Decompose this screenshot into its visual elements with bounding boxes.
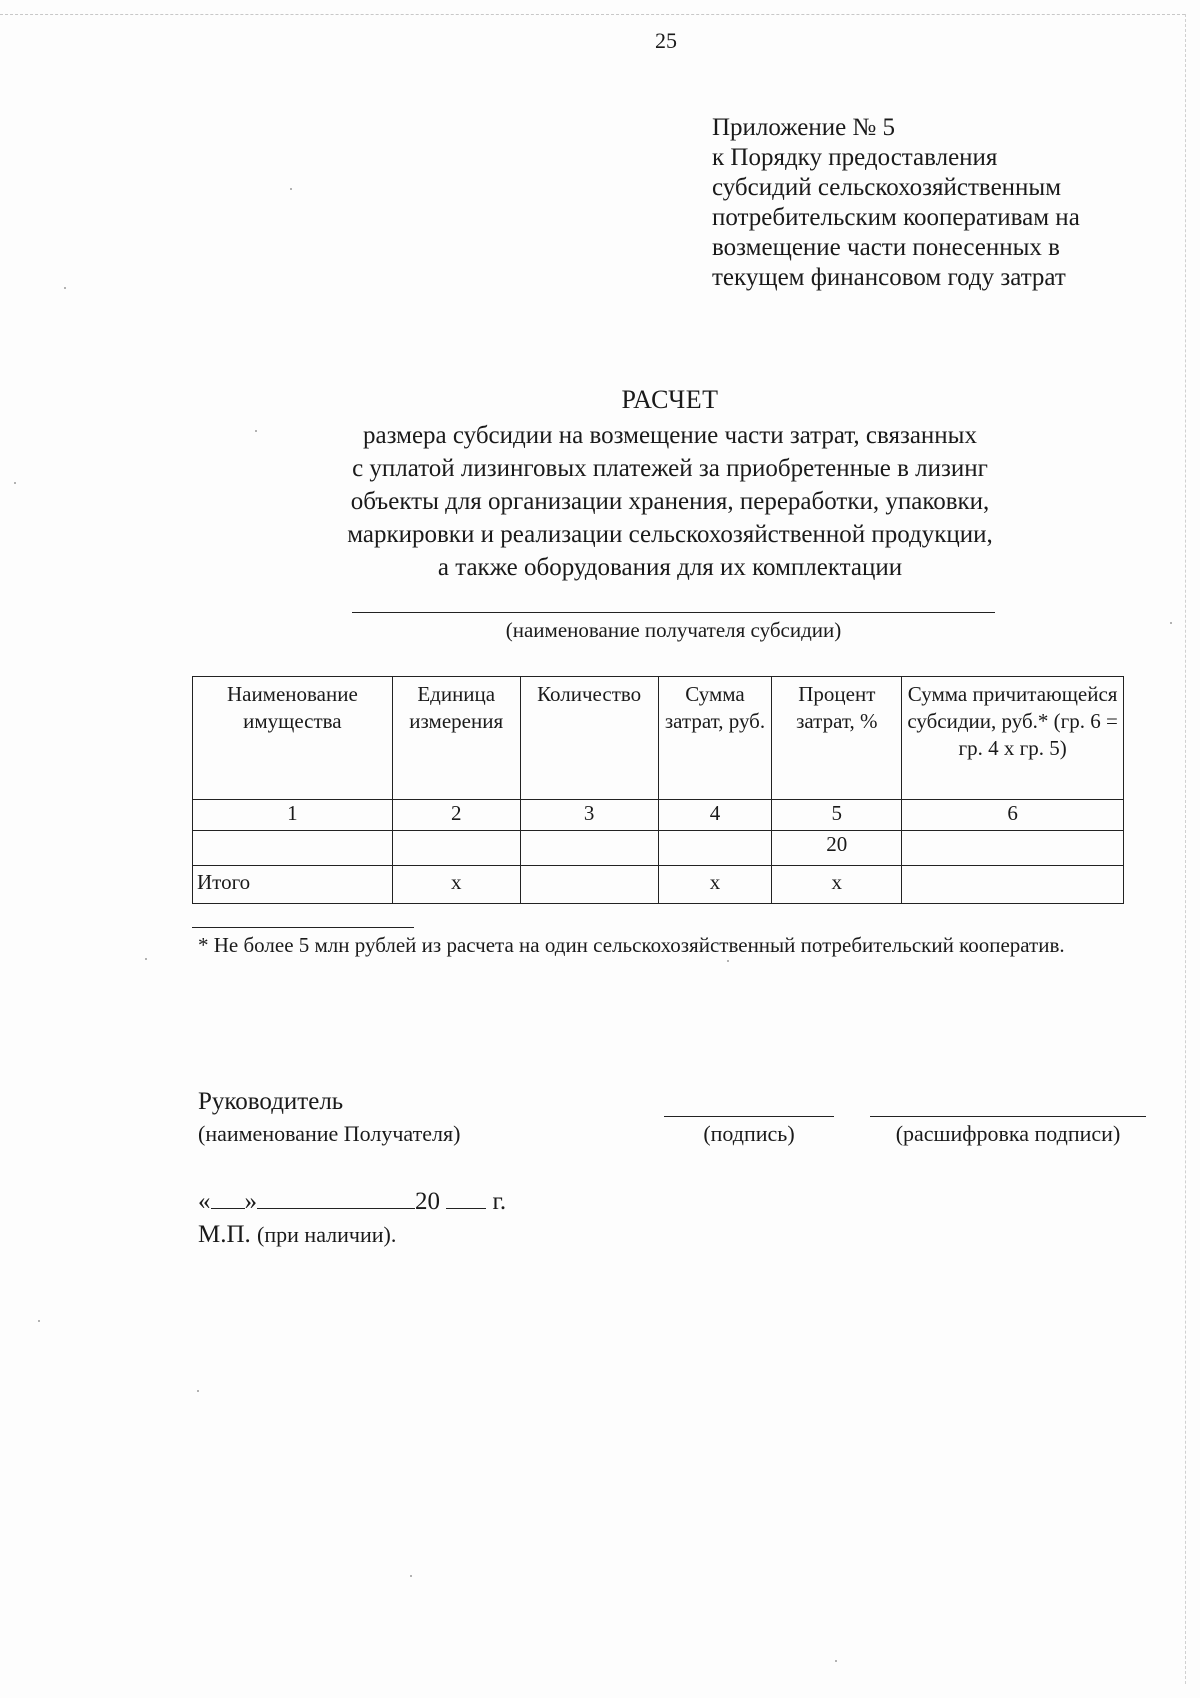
cost-cell[interactable] xyxy=(658,831,772,866)
date-month-field[interactable] xyxy=(257,1186,415,1209)
recipient-caption: (наименование получателя субсидии) xyxy=(505,618,842,642)
total-row xyxy=(193,866,1124,904)
column-number: 3 xyxy=(520,800,658,831)
signature-field[interactable] xyxy=(664,1116,834,1117)
appendix-line: текущем финансовом году затрат xyxy=(712,264,1066,291)
scan-speck xyxy=(255,430,257,432)
subtitle-line: размера субсидии на возмещение части затрат, связанных xyxy=(363,422,977,449)
total-cost-cell: x xyxy=(658,866,772,904)
scan-speck xyxy=(835,1660,837,1662)
column-header: Сумма затрат, руб. xyxy=(658,677,772,800)
scan-speck xyxy=(410,1575,412,1577)
total-label: Итого xyxy=(193,866,393,904)
scan-speck xyxy=(38,1320,40,1322)
appendix-line: потребительским кооперативам на xyxy=(712,204,1080,231)
subtitle-line: с уплатой лизинговых платежей за приобретенные в лизинг xyxy=(352,455,988,482)
document-subtitle xyxy=(270,419,1070,584)
property-name-cell[interactable] xyxy=(193,831,393,866)
stamp-row xyxy=(198,1220,396,1250)
stamp-note: (при наличии). xyxy=(257,1222,397,1247)
signer-title-caption: (наименование Получателя) xyxy=(198,1121,461,1146)
column-header: Наименование имущества xyxy=(193,677,393,800)
column-header: Единица измерения xyxy=(392,677,520,800)
subtitle-line: а также оборудования для их комплектации xyxy=(437,554,903,581)
total-subsidy-cell[interactable] xyxy=(902,866,1124,904)
table-header-row xyxy=(193,677,1124,800)
subtitle-line: объекты для организации хранения, переработки, упаковки, xyxy=(350,488,990,515)
total-quantity-cell[interactable] xyxy=(520,866,658,904)
signature-decoding-field[interactable] xyxy=(870,1116,1146,1117)
date-year-suffix: г. xyxy=(492,1188,507,1215)
scan-speck xyxy=(197,1390,199,1392)
column-number: 5 xyxy=(772,800,902,831)
appendix-line: субсидий сельскохозяйственным xyxy=(712,174,1062,201)
appendix-line: возмещение части понесенных в xyxy=(712,234,1060,261)
footnote-divider xyxy=(192,927,414,928)
footnote: * Не более 5 млн рублей из расчета на один сельскохозяйственный потребительский кооператив. xyxy=(198,933,1065,957)
unit-cell[interactable] xyxy=(392,831,520,866)
date-year-prefix: 20 xyxy=(415,1188,440,1215)
signature-caption: (подпись) xyxy=(703,1121,795,1146)
recipient-name-field[interactable] xyxy=(352,612,995,613)
column-header: Сумма причитающейся субсидии, руб.* (гр. 6 = гр. 4 x гр. 5) xyxy=(902,677,1124,800)
percent-cell: 20 xyxy=(772,831,902,866)
date-close-quote: » xyxy=(244,1188,257,1215)
page-number: 25 xyxy=(655,28,677,53)
column-header: Процент затрат, % xyxy=(772,677,902,800)
appendix-line: Приложение № 5 xyxy=(712,114,896,141)
scan-edge-top xyxy=(0,14,1185,15)
column-number-row xyxy=(193,800,1124,831)
scan-speck xyxy=(1170,622,1172,624)
scan-speck xyxy=(727,960,729,962)
document-title: РАСЧЕТ xyxy=(621,385,719,414)
scan-speck xyxy=(14,482,16,484)
column-number: 2 xyxy=(392,800,520,831)
calculation-table xyxy=(192,676,1124,904)
subtitle-line: маркировки и реализации сельскохозяйственной продукции, xyxy=(347,521,993,548)
scan-speck xyxy=(64,287,66,289)
total-percent-cell: x xyxy=(772,866,902,904)
stamp-label: М.П. xyxy=(198,1221,251,1248)
column-number: 6 xyxy=(902,800,1124,831)
scan-speck xyxy=(145,958,147,960)
signer-title: Руководитель xyxy=(198,1088,344,1115)
column-header: Количество xyxy=(520,677,658,800)
date-year-field[interactable] xyxy=(446,1186,486,1209)
scan-edge-right xyxy=(1185,14,1186,1684)
appendix-heading xyxy=(712,113,1142,293)
date-row xyxy=(198,1186,506,1217)
scan-speck xyxy=(290,188,292,190)
signature-decoding-caption: (расшифровка подписи) xyxy=(895,1121,1121,1146)
column-number: 4 xyxy=(658,800,772,831)
subsidy-cell[interactable] xyxy=(902,831,1124,866)
appendix-line: к Порядку предоставления xyxy=(712,144,998,171)
total-unit-cell: x xyxy=(392,866,520,904)
quantity-cell[interactable] xyxy=(520,831,658,866)
date-day-field[interactable] xyxy=(211,1186,245,1209)
date-open-quote: « xyxy=(198,1188,211,1215)
column-number: 1 xyxy=(193,800,393,831)
table-row xyxy=(193,831,1124,866)
